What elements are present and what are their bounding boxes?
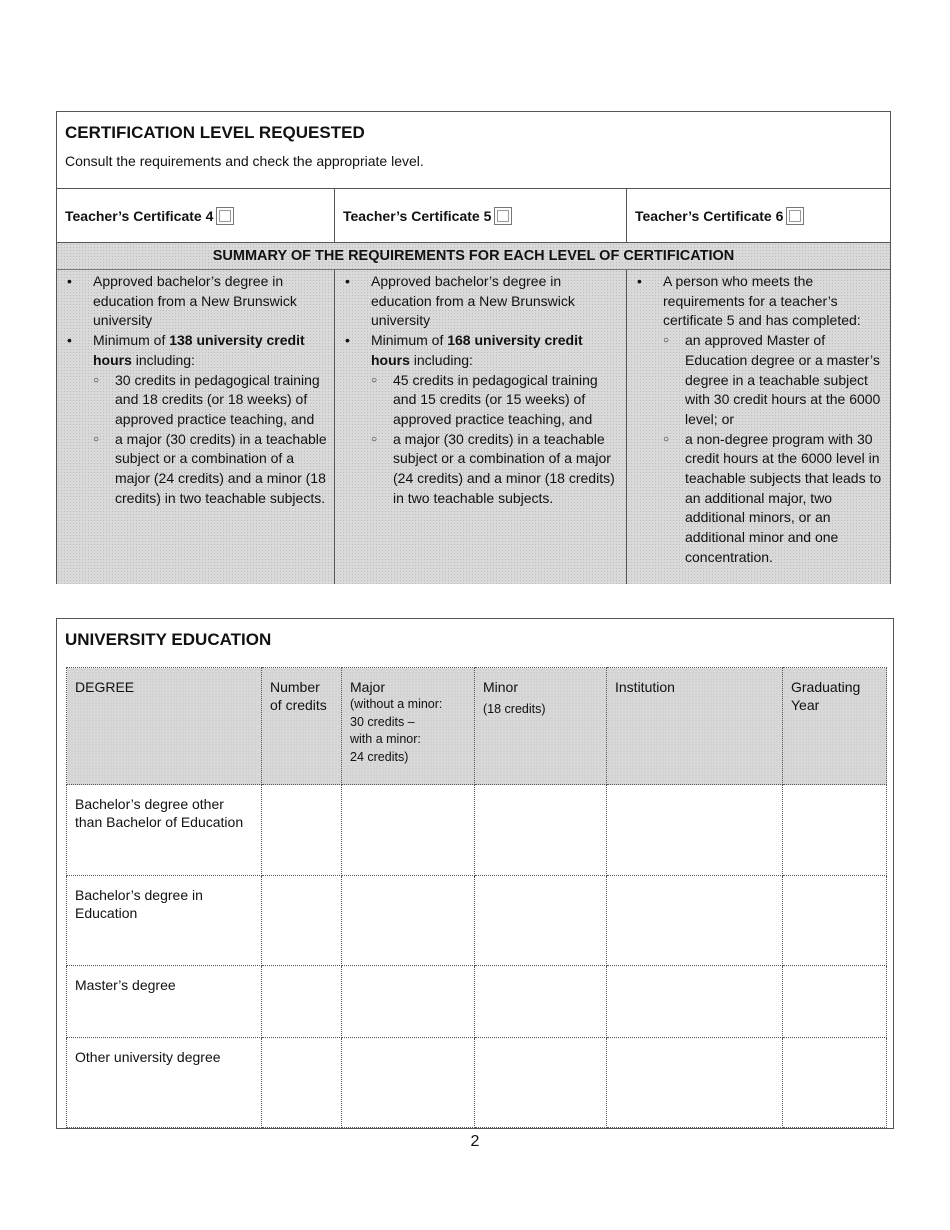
table-row: [67, 966, 887, 1038]
requirements-summary: [57, 243, 890, 584]
requirements-certificate-5: [335, 270, 627, 584]
requirement-item: • A person who meets the requirements for a teacher’s certificate 5 and has completed: ○ an approved Master of Education degree or a master’s degree in a teachable subject with 30 credit hours at the 6000 level; or ○ a non-degree program with 30 credit hours at the 6000 level in teachable subjects that leads to an additional major, two additional minors, or an additional minor and one concentration.: [627, 272, 886, 568]
major-field[interactable]: [342, 966, 475, 1038]
institution-field[interactable]: [607, 876, 783, 966]
header-institution: Institution: [607, 668, 783, 785]
minor-field[interactable]: [475, 1038, 607, 1128]
certification-title: CERTIFICATION LEVEL REQUESTED: [65, 123, 365, 142]
degree-label: Bachelor’s degree in Education: [67, 876, 262, 966]
major-field[interactable]: [342, 876, 475, 966]
header-minor: Minor (18 credits): [475, 668, 607, 785]
header-major: Major (without a minor: 30 credits – with a minor: 24 credits): [342, 668, 475, 785]
summary-title: SUMMARY OF THE REQUIREMENTS FOR EACH LEVEL OF CERTIFICATION: [57, 243, 890, 270]
major-field[interactable]: [342, 785, 475, 876]
requirement-subitem: ○ a major (30 credits) in a teachable subject or a combination of a major (24 credits) and a minor (18 credits) in two teachable subjects.: [93, 430, 328, 509]
minor-field[interactable]: [475, 785, 607, 876]
requirement-subitem: ○ 45 credits in pedagogical training and 15 credits (or 15 weeks) of approved practice teaching, and: [371, 371, 620, 430]
institution-field[interactable]: [607, 785, 783, 876]
table-row: [67, 785, 887, 876]
institution-field[interactable]: [607, 966, 783, 1038]
requirement-item: • Approved bachelor’s degree in education from a New Brunswick university: [57, 272, 328, 331]
requirement-item: • Approved bachelor’s degree in education from a New Brunswick university: [335, 272, 620, 331]
requirement-item: • Minimum of 138 university credit hours including: ○ 30 credits in pedagogical training and 18 credits (or 18 weeks) of approved practice teaching, and ○ a major (30 credits) in a teachable subject or a combination of a major (24 credits) and a minor (18 credits) in two teachable subjects.: [57, 331, 328, 508]
table-row: [67, 876, 887, 966]
certificate-5-cell: [335, 189, 627, 242]
credits-field[interactable]: [262, 966, 342, 1038]
table-row: [67, 1038, 887, 1128]
table-header-row: [67, 668, 887, 785]
certificate-5-checkbox[interactable]: [494, 207, 512, 225]
institution-field[interactable]: [607, 1038, 783, 1128]
education-title: UNIVERSITY EDUCATION: [65, 630, 272, 649]
header-credits: Number of credits: [262, 668, 342, 785]
degree-label: Bachelor’s degree other than Bachelor of Education: [67, 785, 262, 876]
requirement-subitem: ○ 30 credits in pedagogical training and 18 credits (or 18 weeks) of approved practice teaching, and: [93, 371, 328, 430]
graduating-year-field[interactable]: [783, 785, 887, 876]
minor-field[interactable]: [475, 876, 607, 966]
graduating-year-field[interactable]: [783, 966, 887, 1038]
certificate-6-checkbox[interactable]: [786, 207, 804, 225]
degree-label: Other university degree: [67, 1038, 262, 1128]
certificate-6-label: Teacher’s Certificate 6: [635, 208, 784, 224]
education-table: [66, 667, 887, 1128]
page-number: 2: [470, 1133, 480, 1150]
certification-instruction: Consult the requirements and check the appropriate level.: [65, 153, 424, 169]
minor-field[interactable]: [475, 966, 607, 1038]
header-graduating-year: Graduating Year: [783, 668, 887, 785]
credits-field[interactable]: [262, 876, 342, 966]
certificate-4-checkbox[interactable]: [216, 207, 234, 225]
requirement-subitem: ○ a major (30 credits) in a teachable subject or a combination of a major (24 credits) and a minor (18 credits) in two teachable subjects.: [371, 430, 620, 509]
certificate-4-cell: [57, 189, 335, 242]
requirements-certificate-4: [57, 270, 335, 584]
university-education-section: [56, 618, 894, 1129]
header-degree: DEGREE: [67, 668, 262, 785]
certification-section: [56, 111, 891, 584]
certification-header: [57, 112, 890, 189]
certificate-5-label: Teacher’s Certificate 5: [343, 208, 492, 224]
degree-label: Master’s degree: [67, 966, 262, 1038]
certificate-6-cell: [627, 189, 892, 242]
requirement-item: • Minimum of 168 university credit hours including: ○ 45 credits in pedagogical training and 15 credits (or 15 weeks) of approved practice teaching, and ○ a major (30 credits) in a teachable subject or a combination of a major (24 credits) and a minor (18 credits) in two teachable subjects.: [335, 331, 620, 508]
credits-field[interactable]: [262, 1038, 342, 1128]
requirement-subitem: ○ a non-degree program with 30 credit hours at the 6000 level in teachable subjects that leads to an additional major, two additional minors, or an additional minor and one concentration.: [663, 430, 886, 568]
graduating-year-field[interactable]: [783, 1038, 887, 1128]
certificate-level-row: [57, 189, 890, 243]
graduating-year-field[interactable]: [783, 876, 887, 966]
credits-field[interactable]: [262, 785, 342, 876]
certificate-4-label: Teacher’s Certificate 4: [65, 208, 214, 224]
major-field[interactable]: [342, 1038, 475, 1128]
requirement-subitem: ○ an approved Master of Education degree or a master’s degree in a teachable subject with 30 credit hours at the 6000 level; or: [663, 331, 886, 430]
requirements-certificate-6: [627, 270, 892, 584]
